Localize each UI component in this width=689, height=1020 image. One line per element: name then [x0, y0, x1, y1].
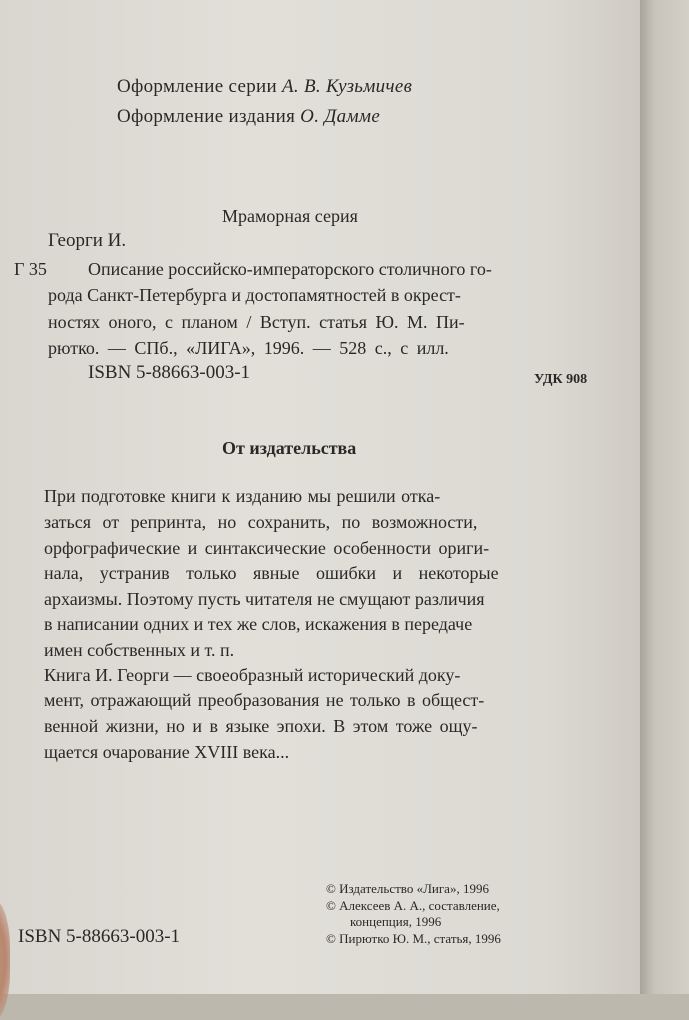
series-name: Мраморная серия [222, 206, 358, 226]
paragraph-line: венной жизни, но и в языке эпохи. В этом тоже ощу- [44, 716, 478, 736]
paragraph-line: мент, отражающий преобразования не только в общест- [44, 690, 485, 710]
description-line: рода Санкт-Петербурга и достопамятностей в окрест- [48, 285, 461, 305]
edition-designer-name: О. Дамме [300, 106, 381, 127]
copyright-line: © Алексеев А. А., составление, [326, 898, 500, 913]
paragraph-line: Книга И. Георги — своеобразный исторический доку- [44, 665, 461, 685]
paragraph-line: заться от репринта, но сохранить, по возможности, [44, 512, 478, 532]
copyright-line: © Издательство «Лига», 1996 [326, 881, 489, 896]
next-page-edge [640, 0, 689, 994]
isbn-top: ISBN 5-88663-003-1 [88, 362, 251, 383]
paragraph-line: щается очарование XVIII века... [44, 742, 290, 762]
isbn-bottom: ISBN 5-88663-003-1 [18, 926, 181, 947]
description-line: рютко. — СПб., «ЛИГА», 1996. — 528 с., с илл. [48, 338, 449, 358]
section-heading: От издательства [222, 438, 357, 458]
paragraph-line: в написании одних и тех же слов, искажения в передаче [44, 614, 473, 634]
paragraph-line: архаизмы. Поэтому пусть читателя не смущают различия [44, 589, 485, 609]
series-design-label: Оформление серии [117, 76, 277, 97]
paragraph-line: орфографические и синтаксические особенности ориги- [44, 538, 490, 558]
udk-code: УДК 908 [534, 372, 588, 387]
description-line: Описание российско-императорского столичного го- [88, 259, 492, 279]
edition-design-label: Оформление издания [117, 106, 296, 127]
copyright-line: © Пирютко Ю. М., статья, 1996 [326, 931, 501, 946]
author-name: Георги И. [48, 230, 127, 251]
paragraph-line: При подготовке книги к изданию мы решили отка- [44, 486, 441, 506]
copyright-line: концепция, 1996 [350, 914, 442, 929]
edition-design-credit [117, 106, 380, 128]
paragraph-line: имен собственных и т. п. [44, 640, 235, 660]
series-design-credit [117, 76, 412, 98]
series-designer-name: А. В. Кузьмичев [282, 76, 413, 97]
catalog-code: Г 35 [14, 259, 47, 279]
description-line: ностях оного, с планом / Вступ. статья Ю. М. Пи- [48, 312, 465, 332]
paragraph-line: нала, устранив только явные ошибки и некоторые [44, 563, 499, 583]
